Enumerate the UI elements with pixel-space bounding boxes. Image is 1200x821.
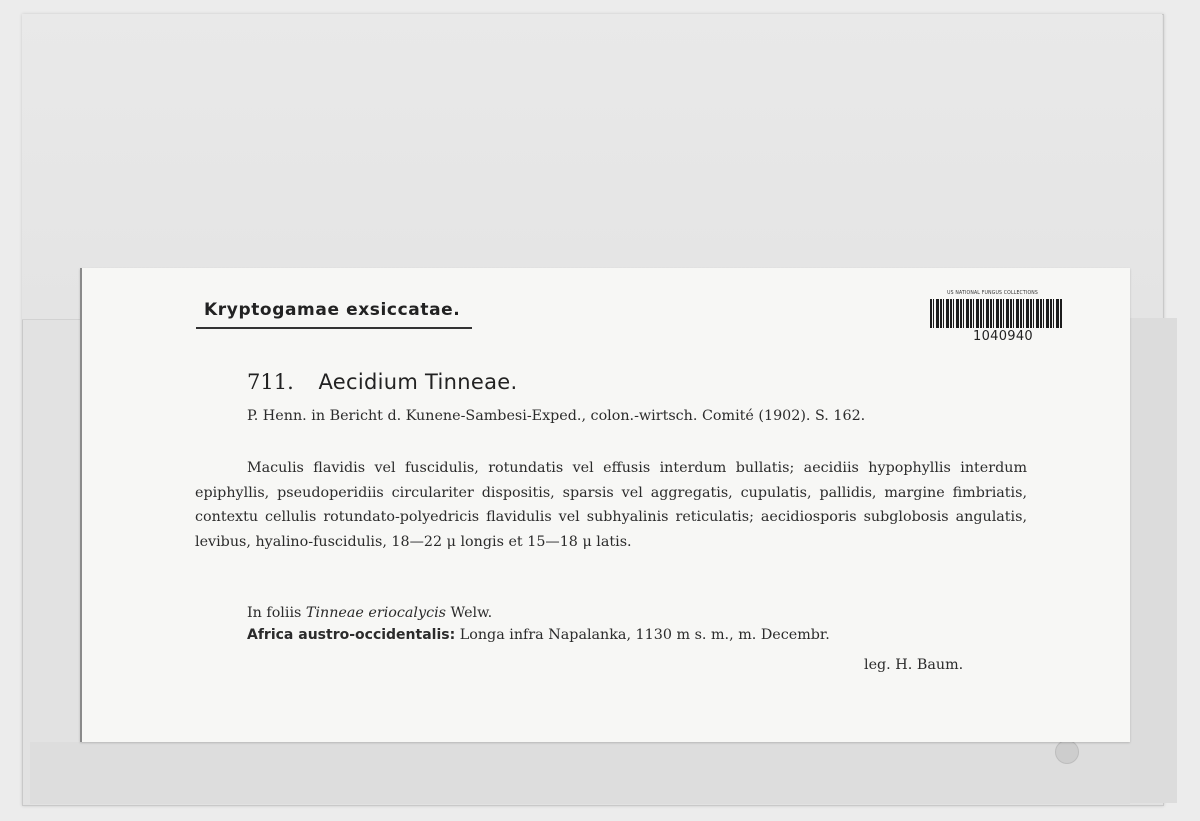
locality-line (247, 627, 830, 643)
locality-details: Longa infra Napalanka, 1130 m s. m., m. Decembr. (459, 627, 830, 643)
specimen-number: 711. (247, 370, 294, 394)
host-author: Welw. (450, 605, 493, 621)
species-heading (247, 370, 517, 394)
barcode-icon (930, 299, 1062, 328)
species-name: Aecidium Tinneae. (318, 370, 518, 394)
collector: leg. H. Baum. (864, 657, 964, 673)
host-prefix: In foliis (247, 605, 302, 621)
barcode-number: 1040940 (973, 329, 1033, 344)
host-species: Tinneae eriocalycis (305, 605, 446, 621)
specimen-label (80, 268, 1130, 742)
locality-region: Africa austro-occidentalis: (247, 627, 456, 643)
series-title-underline (196, 327, 472, 329)
host-line (247, 601, 1079, 626)
barcode-block (930, 290, 1066, 350)
stamp-mark (1055, 740, 1079, 764)
description-text: Maculis flavidis vel fuscidulis, rotundatis vel effusis interdum bullatis; aecidiis hypophyllis interdum epiphyllis, pseudoperidiis circulariter dispositis, sparsis vel aggregatis, cupulatis, pallidis, margine fimbriatis, contextu cellulis rotundato-polyedricis flavidulis vel subhyalinis reticulatis; aecidiosporis subglobosis angulatis, levibus, hyalino-fuscidulis, 18—22 μ longis et 15—18 μ latis. (195, 460, 1027, 550)
series-title: Kryptogamae exsiccatae. (204, 300, 461, 320)
citation-text: P. Henn. in Bericht d. Kunene-Sambesi-Exped., colon.-wirtsch. Comité (1902). S. 162. (247, 408, 866, 424)
envelope-edge (1128, 318, 1177, 803)
barcode-caption: US NATIONAL FUNGUS COLLECTIONS (947, 290, 1038, 296)
envelope-bottom (30, 742, 1130, 804)
